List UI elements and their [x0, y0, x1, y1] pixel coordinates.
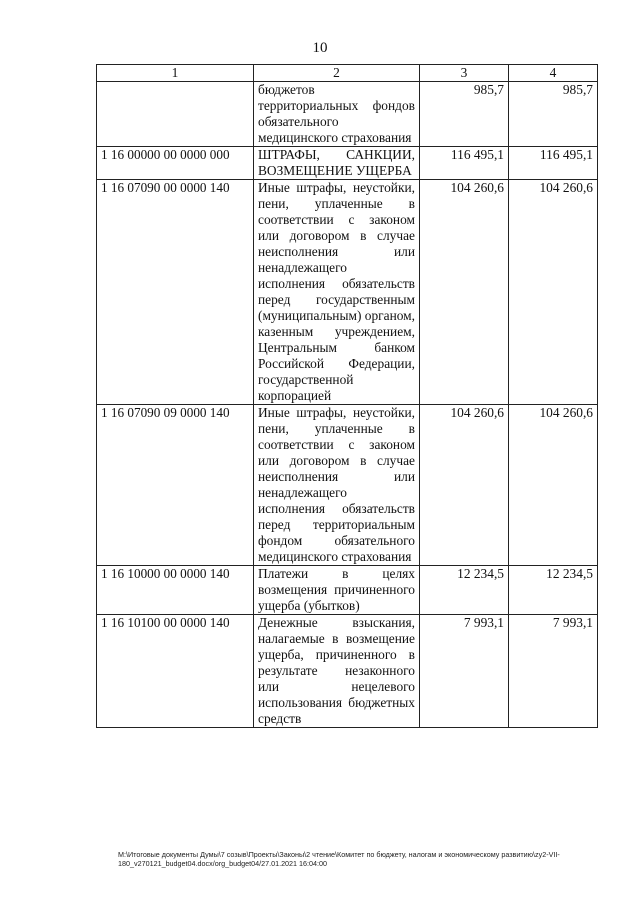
row-value-col3: 7 993,1: [420, 615, 509, 728]
row-name: ШТРАФЫ, САНКЦИИ, ВОЗМЕЩЕНИЕ УЩЕРБА: [254, 147, 420, 180]
file-path-footer: M:\Итоговые документы Думы\7 созыв\Проекты\Законы\2 чтение\Комитет по бюджету, налогам и экономическому развитию\zy2-VII-180_v270121_budget04.docx/org_budget04/27.01.2021 16:04:00: [118, 850, 560, 868]
budget-table: [96, 64, 598, 728]
row-name: Иные штрафы, неустойки, пени, уплаченные в соответствии с законом или договором в случае неисполнения или ненадлежащего исполнения обязательств перед территориальным фондом обязательного медицинского страхования: [254, 405, 420, 566]
row-value-col4: 985,7: [509, 82, 598, 147]
row-value-col3: 12 234,5: [420, 566, 509, 615]
row-value-col4: 104 260,6: [509, 180, 598, 405]
column-header-4: 4: [509, 65, 598, 82]
row-code: 1 16 07090 00 0000 140: [97, 180, 254, 405]
row-value-col4: 104 260,6: [509, 405, 598, 566]
table-row: [97, 180, 598, 405]
row-value-col4: 116 495,1: [509, 147, 598, 180]
column-header-3: 3: [420, 65, 509, 82]
row-value-col3: 116 495,1: [420, 147, 509, 180]
row-code: 1 16 07090 09 0000 140: [97, 405, 254, 566]
row-code: 1 16 10100 00 0000 140: [97, 615, 254, 728]
row-name: Иные штрафы, неустойки, пени, уплаченные в соответствии с законом или договором в случае неисполнения или ненадлежащего исполнения обязательств перед государственным (муниципальным) органом, казенным учреждением, Центральным банком Российской Федерации, государственной корпорацией: [254, 180, 420, 405]
row-code: [97, 82, 254, 147]
column-header-2: 2: [254, 65, 420, 82]
table-header-row: [97, 65, 598, 82]
row-name: бюджетов территориальных фондов обязательного медицинского страхования: [254, 82, 420, 147]
page-number: 10: [312, 40, 328, 56]
row-code: 1 16 10000 00 0000 140: [97, 566, 254, 615]
row-value-col4: 12 234,5: [509, 566, 598, 615]
table-row: [97, 615, 598, 728]
row-name: Платежи в целях возмещения причиненного ущерба (убытков): [254, 566, 420, 615]
row-value-col4: 7 993,1: [509, 615, 598, 728]
row-name: Денежные взыскания, налагаемые в возмещение ущерба, причиненного в результате незаконного или нецелевого использования бюджетных средств: [254, 615, 420, 728]
column-header-1: 1: [97, 65, 254, 82]
table-row: [97, 82, 598, 147]
row-value-col3: 104 260,6: [420, 180, 509, 405]
row-code: 1 16 00000 00 0000 000: [97, 147, 254, 180]
row-value-col3: 104 260,6: [420, 405, 509, 566]
table-row: [97, 566, 598, 615]
table-row: [97, 147, 598, 180]
row-value-col3: 985,7: [420, 82, 509, 147]
table-row: [97, 405, 598, 566]
